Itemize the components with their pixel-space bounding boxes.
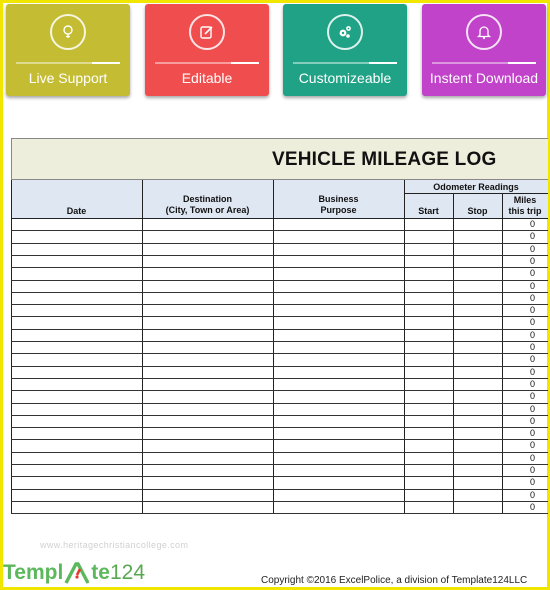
header-destination-line1: Destination — [182, 194, 232, 204]
miles-cell[interactable]: 0 — [529, 428, 535, 439]
badge-label: Instent Download — [429, 70, 539, 86]
table-row[interactable] — [11, 243, 548, 255]
grid-hline — [11, 452, 548, 453]
miles-cell[interactable]: 0 — [529, 391, 535, 402]
miles-cell[interactable]: 0 — [529, 243, 535, 254]
copyright-brand: Template124LLC — [451, 575, 528, 586]
table-row[interactable] — [11, 329, 548, 341]
copyright-notice — [261, 575, 527, 586]
miles-cell[interactable]: 0 — [529, 489, 535, 500]
table-row[interactable] — [11, 280, 548, 292]
header-start: Start — [418, 206, 439, 216]
gears-icon — [327, 14, 363, 50]
header-miles-line2: this trip — [508, 206, 542, 216]
header-miles — [502, 195, 548, 217]
badge-label: Customizeable — [298, 70, 392, 86]
table-row[interactable] — [11, 415, 548, 427]
grid-hline — [11, 353, 548, 354]
page-title: VEHICLE MILEAGE LOG — [272, 149, 497, 170]
grid-hline — [11, 501, 548, 502]
table-row[interactable] — [11, 366, 548, 378]
grid-hline — [11, 403, 548, 404]
grid-hline — [11, 489, 548, 490]
miles-cell[interactable]: 0 — [529, 366, 535, 377]
miles-cell[interactable]: 0 — [529, 415, 535, 426]
miles-cell[interactable]: 0 — [529, 440, 535, 451]
miles-cell[interactable]: 0 — [529, 477, 535, 488]
badge-divider — [155, 62, 259, 64]
miles-cell[interactable]: 0 — [529, 292, 535, 303]
template124-logo — [3, 558, 145, 588]
grid-hline — [11, 378, 548, 379]
grid-hline — [11, 464, 548, 465]
miles-cell[interactable]: 0 — [529, 465, 535, 475]
grid-hline — [11, 316, 548, 317]
logo-text-left: Templ — [3, 561, 64, 584]
miles-cell[interactable]: 0 — [529, 354, 535, 365]
badge-live-support[interactable] — [6, 4, 130, 96]
header-destination — [142, 194, 273, 216]
miles-cell[interactable]: 0 — [529, 268, 535, 279]
miles-cell[interactable]: 0 — [529, 280, 535, 291]
grid-hline — [11, 427, 548, 428]
miles-cell[interactable]: 0 — [529, 452, 535, 463]
table-row[interactable] — [11, 439, 548, 451]
header-business-purpose — [273, 194, 404, 216]
table-row[interactable] — [11, 452, 548, 464]
badge-label: Editable — [181, 70, 233, 86]
logo-text-right: te — [91, 561, 110, 584]
badge-divider — [432, 62, 536, 64]
miles-cell[interactable]: 0 — [529, 342, 535, 352]
table-row[interactable] — [11, 353, 548, 365]
grid-hline — [11, 243, 548, 244]
miles-cell[interactable]: 0 — [529, 255, 535, 266]
miles-cell[interactable]: 0 — [529, 378, 535, 389]
table-row[interactable] — [11, 378, 548, 390]
badge-divider — [293, 62, 397, 64]
table-row[interactable] — [11, 427, 548, 439]
table-row[interactable] — [11, 255, 548, 267]
header-stop: Stop — [467, 206, 488, 216]
header-date: Date — [66, 206, 87, 216]
grid-hline — [11, 218, 548, 219]
mileage-log-sheet — [11, 138, 548, 518]
feature-badges — [6, 4, 544, 98]
grid-hline — [11, 304, 548, 305]
watermark-text: www.heritagechristiancollege.com — [40, 540, 189, 550]
grid-hline — [11, 341, 548, 342]
grid-hline — [11, 415, 548, 416]
grid-hline — [11, 366, 548, 367]
table-header — [11, 180, 548, 218]
miles-cell[interactable]: 0 — [529, 305, 535, 316]
sheet-title-bar — [11, 138, 548, 180]
badge-divider — [16, 62, 120, 64]
table-row[interactable] — [11, 316, 548, 328]
table-row[interactable] — [11, 292, 548, 304]
badge-label: Live Support — [28, 70, 108, 86]
table-row[interactable] — [11, 230, 548, 242]
header-business-line1: Business — [318, 194, 359, 204]
copyright-prefix: Copyright ©2016 ExcelPolice, a division of — [261, 575, 452, 586]
logo-a-icon — [64, 561, 90, 585]
grid-hline — [11, 280, 548, 281]
grid-hline — [11, 255, 548, 256]
grid-hline — [11, 439, 548, 440]
table-row[interactable] — [11, 341, 548, 353]
grid-hline — [11, 267, 548, 268]
header-business-line2: Purpose — [320, 205, 357, 215]
miles-cell[interactable]: 0 — [529, 317, 535, 328]
bell-icon — [466, 14, 502, 50]
badge-instent-download[interactable] — [422, 4, 546, 96]
header-miles-line1: Miles — [513, 195, 537, 205]
miles-cell[interactable]: 0 — [529, 329, 535, 340]
table-row[interactable] — [11, 464, 548, 476]
badge-editable[interactable] — [145, 4, 269, 96]
table-row[interactable] — [11, 476, 548, 488]
header-odometer-readings: Odometer Readings — [433, 182, 519, 192]
logo-number: 124 — [109, 561, 146, 584]
badge-customizeable[interactable] — [283, 4, 407, 96]
table-row[interactable] — [11, 390, 548, 402]
miles-cell[interactable]: 0 — [529, 219, 535, 229]
grid-hline — [11, 329, 548, 330]
header-destination-line2: (City, Town or Area) — [165, 205, 250, 215]
table-row[interactable] — [11, 403, 548, 415]
grid-hline — [11, 476, 548, 477]
table-row[interactable] — [11, 304, 548, 316]
grid-hline — [11, 513, 548, 514]
bulb-icon — [50, 14, 86, 50]
miles-cell[interactable]: 0 — [529, 403, 535, 414]
edit-icon — [189, 14, 225, 50]
table-row[interactable] — [11, 267, 548, 279]
grid-hline — [11, 230, 548, 231]
grid-hline — [11, 292, 548, 293]
miles-cell[interactable]: 0 — [529, 501, 535, 512]
grid-hline — [11, 390, 548, 391]
table-row[interactable] — [11, 501, 548, 513]
grid-hline — [404, 193, 548, 194]
miles-cell[interactable]: 0 — [529, 231, 535, 242]
table-row[interactable] — [11, 489, 548, 501]
table-row[interactable] — [11, 218, 548, 230]
